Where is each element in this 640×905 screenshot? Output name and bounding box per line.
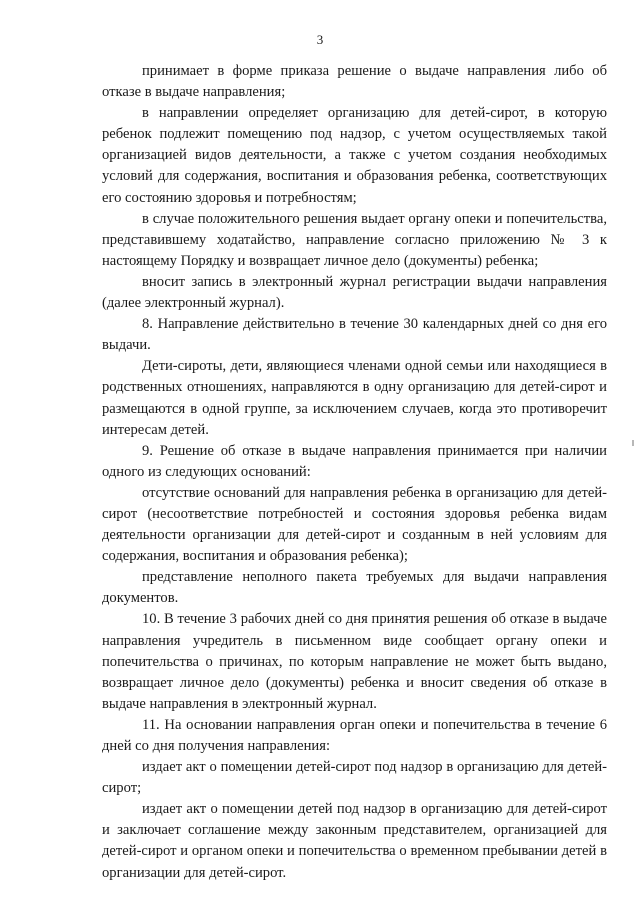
paragraph-siblings: Дети-сироты, дети, являющиеся членами одной семьи или находящиеся в родственных отношениях, направляются в одну организацию для детей-сирот и размещаются в одной группе, за исключением случаев, когда это противоречит интересам детей. (102, 358, 607, 438)
scan-edge-mark (632, 440, 634, 446)
document-body (102, 61, 607, 884)
paragraph-no-grounds: отсутствие оснований для направления ребенка в организацию для детей-сирот (несоответствие потребностей и состояния здоровья ребенка видам деятельности организации для детей-сирот и созданным в ней условиям для содержания, воспитания и образования ребенка); (102, 484, 607, 565)
paragraph-organization-choice: в направлении определяет организацию для детей-сирот, в которую ребенок подлежит помещению под надзор, с учетом осуществляемых такой организацией видов деятельности, а также с учетом создания необходимых условий для содержания, воспитания и образования ребенка, соответствующих его состоянию здоровья и потребностям; (102, 105, 607, 206)
paragraph-act-supervision: издает акт о помещении детей-сирот под надзор в организацию для детей-сирот; (102, 759, 607, 797)
paragraph-decision-form: принимает в форме приказа решение о выдаче направления либо об отказе в выдаче направления; (102, 63, 607, 101)
page-number: 3 (316, 32, 324, 47)
paragraph-incomplete-documents: представление неполного пакета требуемых для выдачи направления документов. (102, 569, 607, 607)
paragraph-item-8: 8. Направление действительно в течение 30 календарных дней со дня его выдачи. (102, 316, 607, 354)
paragraph-journal-entry: вносит запись в электронный журнал регистрации выдачи направления (далее электронный журнал). (102, 273, 607, 312)
paragraph-item-10: 10. В течение 3 рабочих дней со дня принятия решения об отказе в выдаче направления учредитель в письменном виде сообщает органу опеки и попечительства о причинах, по которым направление не может быть выдано, возвращает личное дело (документы) ребенка и вносит сведения об отказе в выдаче направления в электронный журнал. (102, 611, 607, 712)
paragraph-act-agreement: издает акт о помещении детей под надзор в организацию для детей-сирот и заключает соглашение между законным представителем, организацией для детей-сирот и органом опеки и попечительства о временном пребывании детей в организации для детей-сирот. (102, 801, 607, 881)
paragraph-item-11: 11. На основании направления орган опеки и попечительства в течение 6 дней со дня получения направления: (102, 716, 607, 754)
paragraph-positive-decision: в случае положительного решения выдает органу опеки и попечительства, представившему ходатайство, направление согласно приложению № 3 к настоящему Порядку и возвращает личное дело (документы) ребенка; (102, 210, 607, 269)
paragraph-item-9: 9. Решение об отказе в выдаче направления принимается при наличии одного из следующих оснований: (102, 442, 607, 480)
